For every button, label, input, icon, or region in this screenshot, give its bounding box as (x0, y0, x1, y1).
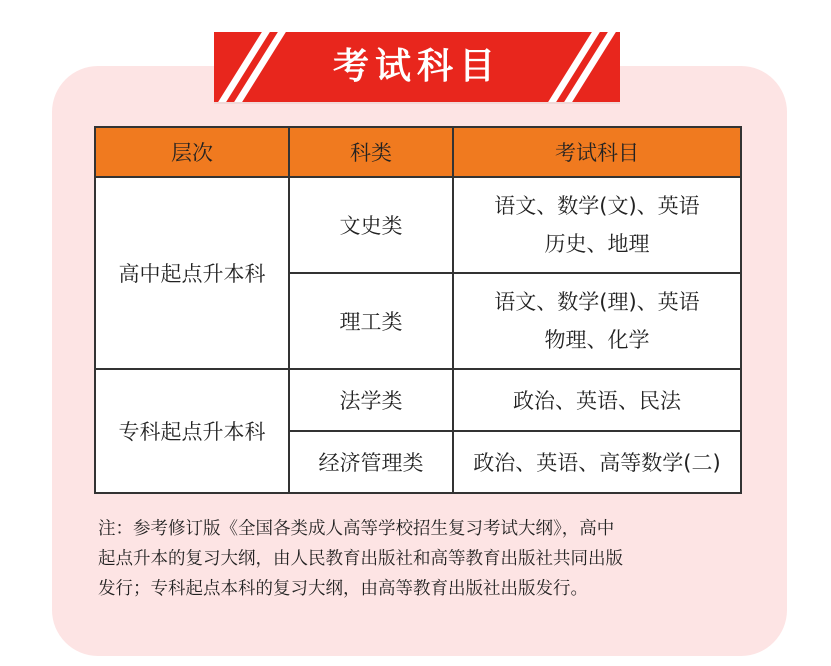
header-level: 层次 (95, 127, 289, 177)
subjects-cell: 政治、英语、高等数学(二) (453, 431, 741, 493)
footnote-line: 起点升本的复习大纲，由人民教育出版社和高等教育出版社共同出版 (98, 549, 623, 569)
table-header-row (95, 127, 741, 177)
footnote (98, 514, 738, 604)
level-cell-highschool: 高中起点升本科 (95, 177, 289, 369)
header-subjects: 考试科目 (453, 127, 741, 177)
subjects-line: 历史、地理 (544, 232, 650, 256)
subjects-line: 语文、数学(理)、英语 (494, 290, 700, 314)
footnote-line: 发行；专科起点本科的复习大纲，由高等教育出版社出版发行。 (98, 579, 588, 599)
table-row (95, 177, 741, 273)
title-banner (214, 32, 620, 102)
category-cell: 文史类 (289, 177, 453, 273)
exam-subjects-table (94, 126, 742, 494)
footnote-line: 注：参考修订版《全国各类成人高等学校招生复习考试大纲》，高中 (98, 519, 615, 539)
subjects-line: 物理、化学 (544, 328, 650, 352)
header-category: 科类 (289, 127, 453, 177)
category-cell: 法学类 (289, 369, 453, 431)
category-cell: 经济管理类 (289, 431, 453, 493)
subjects-line: 语文、数学(文)、英语 (494, 194, 700, 218)
subjects-cell (453, 273, 741, 369)
category-cell: 理工类 (289, 273, 453, 369)
subjects-cell: 政治、英语、民法 (453, 369, 741, 431)
level-cell-college: 专科起点升本科 (95, 369, 289, 493)
table-row (95, 369, 741, 431)
subjects-cell (453, 177, 741, 273)
banner-title: 考试科目 (332, 46, 501, 87)
